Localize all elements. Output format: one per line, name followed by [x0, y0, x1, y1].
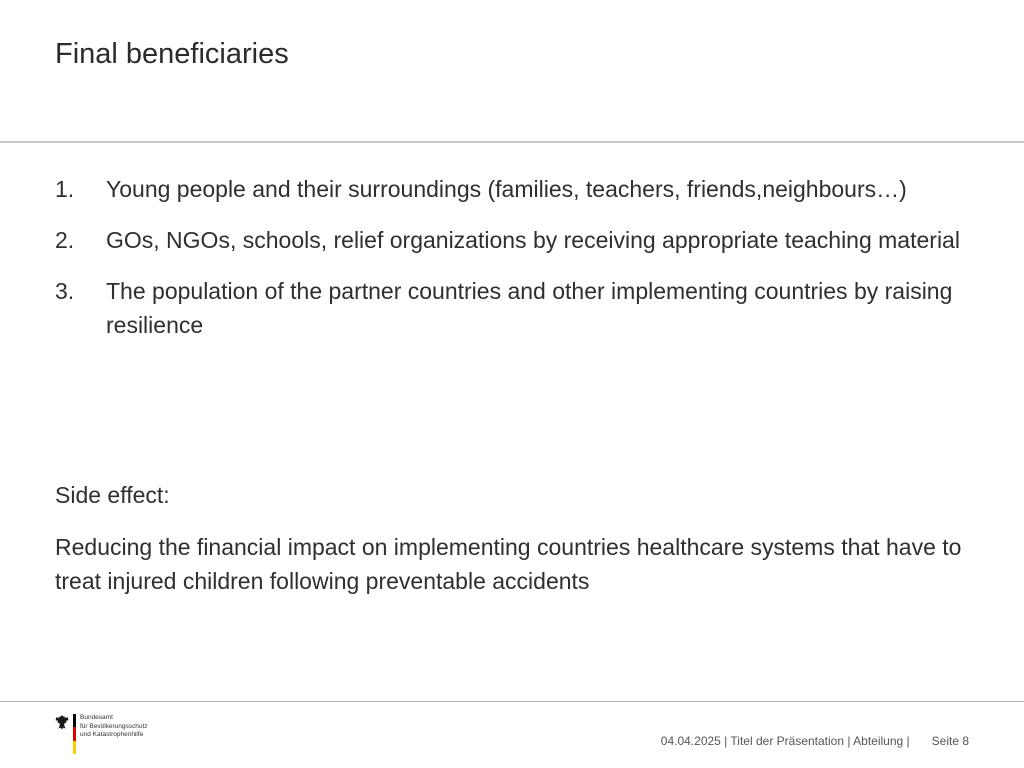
logo-wordmark	[80, 714, 148, 740]
side-effect-text: Reducing the financial impact on implementing countries healthcare systems that have to treat injured children following preventable accidents	[55, 534, 962, 594]
list-item-number: 2.	[55, 227, 75, 253]
organization-logo	[55, 714, 175, 756]
flag-band-gold	[73, 741, 76, 754]
list-item	[55, 223, 985, 257]
list-item-number: 3.	[55, 278, 75, 304]
title-divider	[0, 141, 1024, 143]
logo-line: für Bevölkerungsschutz	[80, 722, 148, 730]
side-effect-label: Side effect:	[55, 482, 170, 508]
list-item-number: 1.	[55, 176, 75, 202]
list-item	[55, 172, 985, 206]
beneficiaries-list	[55, 172, 985, 359]
list-item-text: The population of the partner countries and other implementing countries by raising resilience	[106, 278, 953, 338]
eagle-icon	[55, 714, 69, 730]
flag-band-red	[73, 727, 76, 740]
footer-info	[661, 734, 969, 748]
page-number: Seite 8	[931, 734, 969, 748]
list-item	[55, 274, 985, 342]
logo-line: und Katastrophenhilfe	[80, 731, 144, 738]
footer-meta: 04.04.2025 | Titel der Präsentation | Abteilung |	[660, 734, 910, 748]
list-item-text: GOs, NGOs, schools, relief organizations by receiving appropriate teaching material	[106, 227, 960, 253]
logo-line: Bundesamt	[80, 714, 113, 721]
list-item-text: Young people and their surroundings (families, teachers, friends,neighbours…)	[106, 176, 907, 202]
flag-stripe	[73, 714, 76, 754]
slide-title: Final beneficiaries	[55, 38, 289, 70]
footer-divider	[0, 701, 1024, 702]
flag-band-black	[73, 714, 76, 727]
